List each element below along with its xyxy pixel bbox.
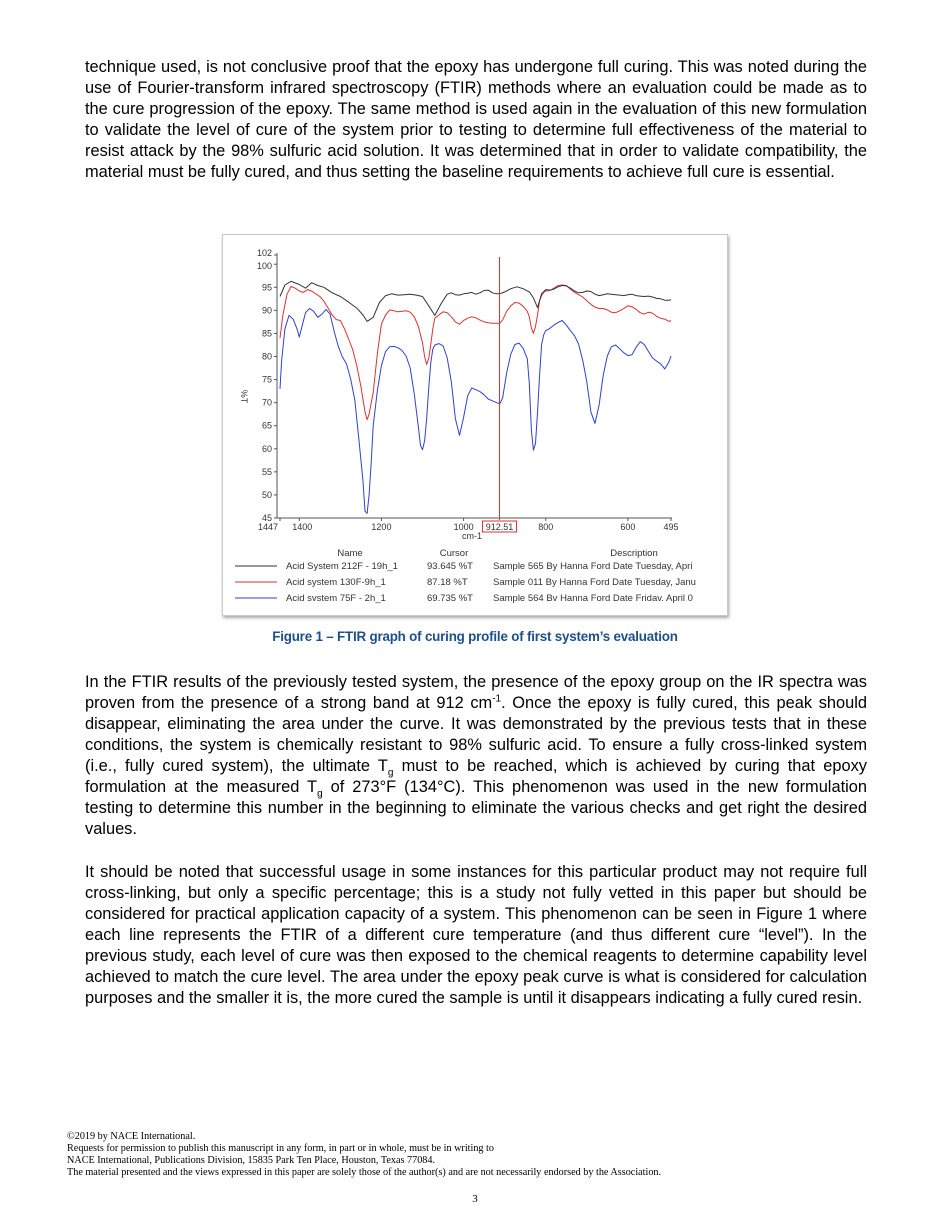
legend-cursor-value: 69.735 %T	[427, 593, 473, 604]
legend-header-description: Description	[610, 548, 658, 559]
legend-header-cursor: Cursor	[439, 548, 469, 559]
x-tick-label: 800	[538, 522, 554, 532]
page-number: 3	[472, 1193, 478, 1205]
y-tick-label: 65	[261, 420, 272, 431]
legend-series-name: Acid svstem 75F - 2h_1	[286, 593, 386, 604]
y-tick-label: 80	[261, 351, 272, 362]
y-tick-label: 95	[261, 282, 272, 293]
p2-subscript-1: g	[387, 767, 394, 779]
y-tick-label: 55	[261, 466, 272, 477]
y-tick-label: 90	[261, 305, 272, 316]
legend-description: Sample 565 By Hanna Ford Date Tuesday, Apri	[493, 561, 693, 572]
legend-cursor-value: 87.18 %T	[427, 577, 468, 588]
footer-line-4: The material presented and the views expressed in this paper are solely those of the author(s) and are not necessarily endorsed by the Association.	[67, 1167, 662, 1178]
p2-text-1: In the FTIR results of the previously tested system, the presence of the epoxy group on the IR spectra was proven from the presence of a strong band at 912 cm	[85, 673, 867, 712]
series-line-3	[280, 309, 671, 514]
p2-text-3: must to be reached, which is achieved by curing that epoxy formulation at the measured T	[85, 757, 867, 796]
body-paragraph-3: It should be noted that successful usage in some instances for this particular product may not require full cross-linking, but only a specific percentage; this is a study not fully vetted in this paper but should be considered for practical application capacity of a system. This phenomenon can be seen in Figure 1 where each line represents the FTIR of a different cure temperature (and thus different cure “level”). In the previous study, each level of cure was then exposed to the chemical reagents to determine capability level achieved to match the cure level. The area under the epoxy peak curve is what is considered for calculation purposes and the smaller it is, the more cured the sample is until it disappears indicating a fully cured resin.	[85, 863, 867, 1007]
figure-caption: Figure 1 – FTIR graph of curing profile of first system’s evaluation	[272, 629, 678, 644]
x-tick-label: 1200	[371, 522, 392, 532]
legend-header-name: Name	[337, 548, 363, 559]
legend-series-name: Acid system 130F-9h_1	[286, 577, 386, 588]
x-tick-label: 1000	[453, 522, 474, 532]
ftir-figure	[222, 234, 728, 616]
y-axis-title: %T	[239, 389, 249, 404]
y-tick-label: 60	[261, 443, 272, 454]
x-tick-label: 495	[663, 522, 679, 532]
copyright-footer	[67, 1131, 887, 1179]
footer-line-3: NACE International, Publications Division, 15835 Park Ten Place, Houston, Texas 77084.	[67, 1155, 436, 1166]
legend-series-name: Acid System 212F - 19h_1	[286, 561, 398, 572]
p2-subscript-2: g	[317, 788, 323, 800]
y-tick-label: 50	[261, 489, 272, 500]
footer-line-1: ©2019 by NACE International.	[67, 1131, 196, 1142]
ftir-chart	[223, 235, 727, 615]
legend-cursor-value: 93.645 %T	[427, 561, 473, 572]
x-tick-label: 1447	[258, 522, 279, 532]
cursor-value-label: 912.51	[485, 522, 514, 532]
body-paragraph-2	[85, 672, 867, 840]
y-tick-label: 75	[261, 374, 272, 385]
y-tick-label: 102	[256, 248, 272, 258]
p2-superscript: -1	[492, 693, 502, 705]
p2-text-4: of 273°F (134°C). This phenomenon was used in the new formulation testing to determine this number in the beginning to eliminate the various checks and get right the desired values.	[85, 778, 867, 838]
legend-description: Sample 564 Bv Hanna Ford Date Fridav. April 0	[493, 593, 693, 604]
body-paragraph-1: technique used, is not conclusive proof that the epoxy has undergone full curing. This was noted during the use of Fourier-transform infrared spectroscopy (FTIR) methods where an evaluation could be made as to the cure progression of the epoxy. The same method is used again in the evaluation of this new formulation to validate the level of cure of the system prior to testing to determine full effectiveness of the material to resist attack by the 98% sulfuric acid solution. It was determined that in order to validate compatibility, the material must be fully cured, and thus setting the baseline requirements to achieve full cure is essential.	[85, 58, 867, 181]
x-tick-label: 600	[620, 522, 636, 532]
y-tick-label: 45	[261, 513, 272, 523]
p2-text-2: . Once the epoxy is fully cured, this peak should disappear, eliminating the area under the curve. It was demonstrated by the previous tests that in these conditions, the system is chemically resistant to 98% sulfuric acid. To ensure a fully cross-linked system (i.e., fully cured system), the ultimate T	[85, 694, 867, 775]
y-tick-label: 100	[256, 261, 272, 272]
series-line-1	[280, 281, 671, 321]
x-axis-title: cm-1	[462, 531, 482, 541]
x-tick-label: 1400	[292, 522, 313, 532]
y-tick-label: 70	[261, 397, 272, 408]
y-tick-label: 85	[261, 328, 272, 339]
series-line-2	[280, 285, 671, 420]
legend-description: Sample 011 By Hanna Ford Date Tuesday, Janu	[493, 577, 696, 588]
footer-line-2: Requests for permission to publish this manuscript in any form, in part or in whole, must be in writing to	[67, 1143, 494, 1154]
